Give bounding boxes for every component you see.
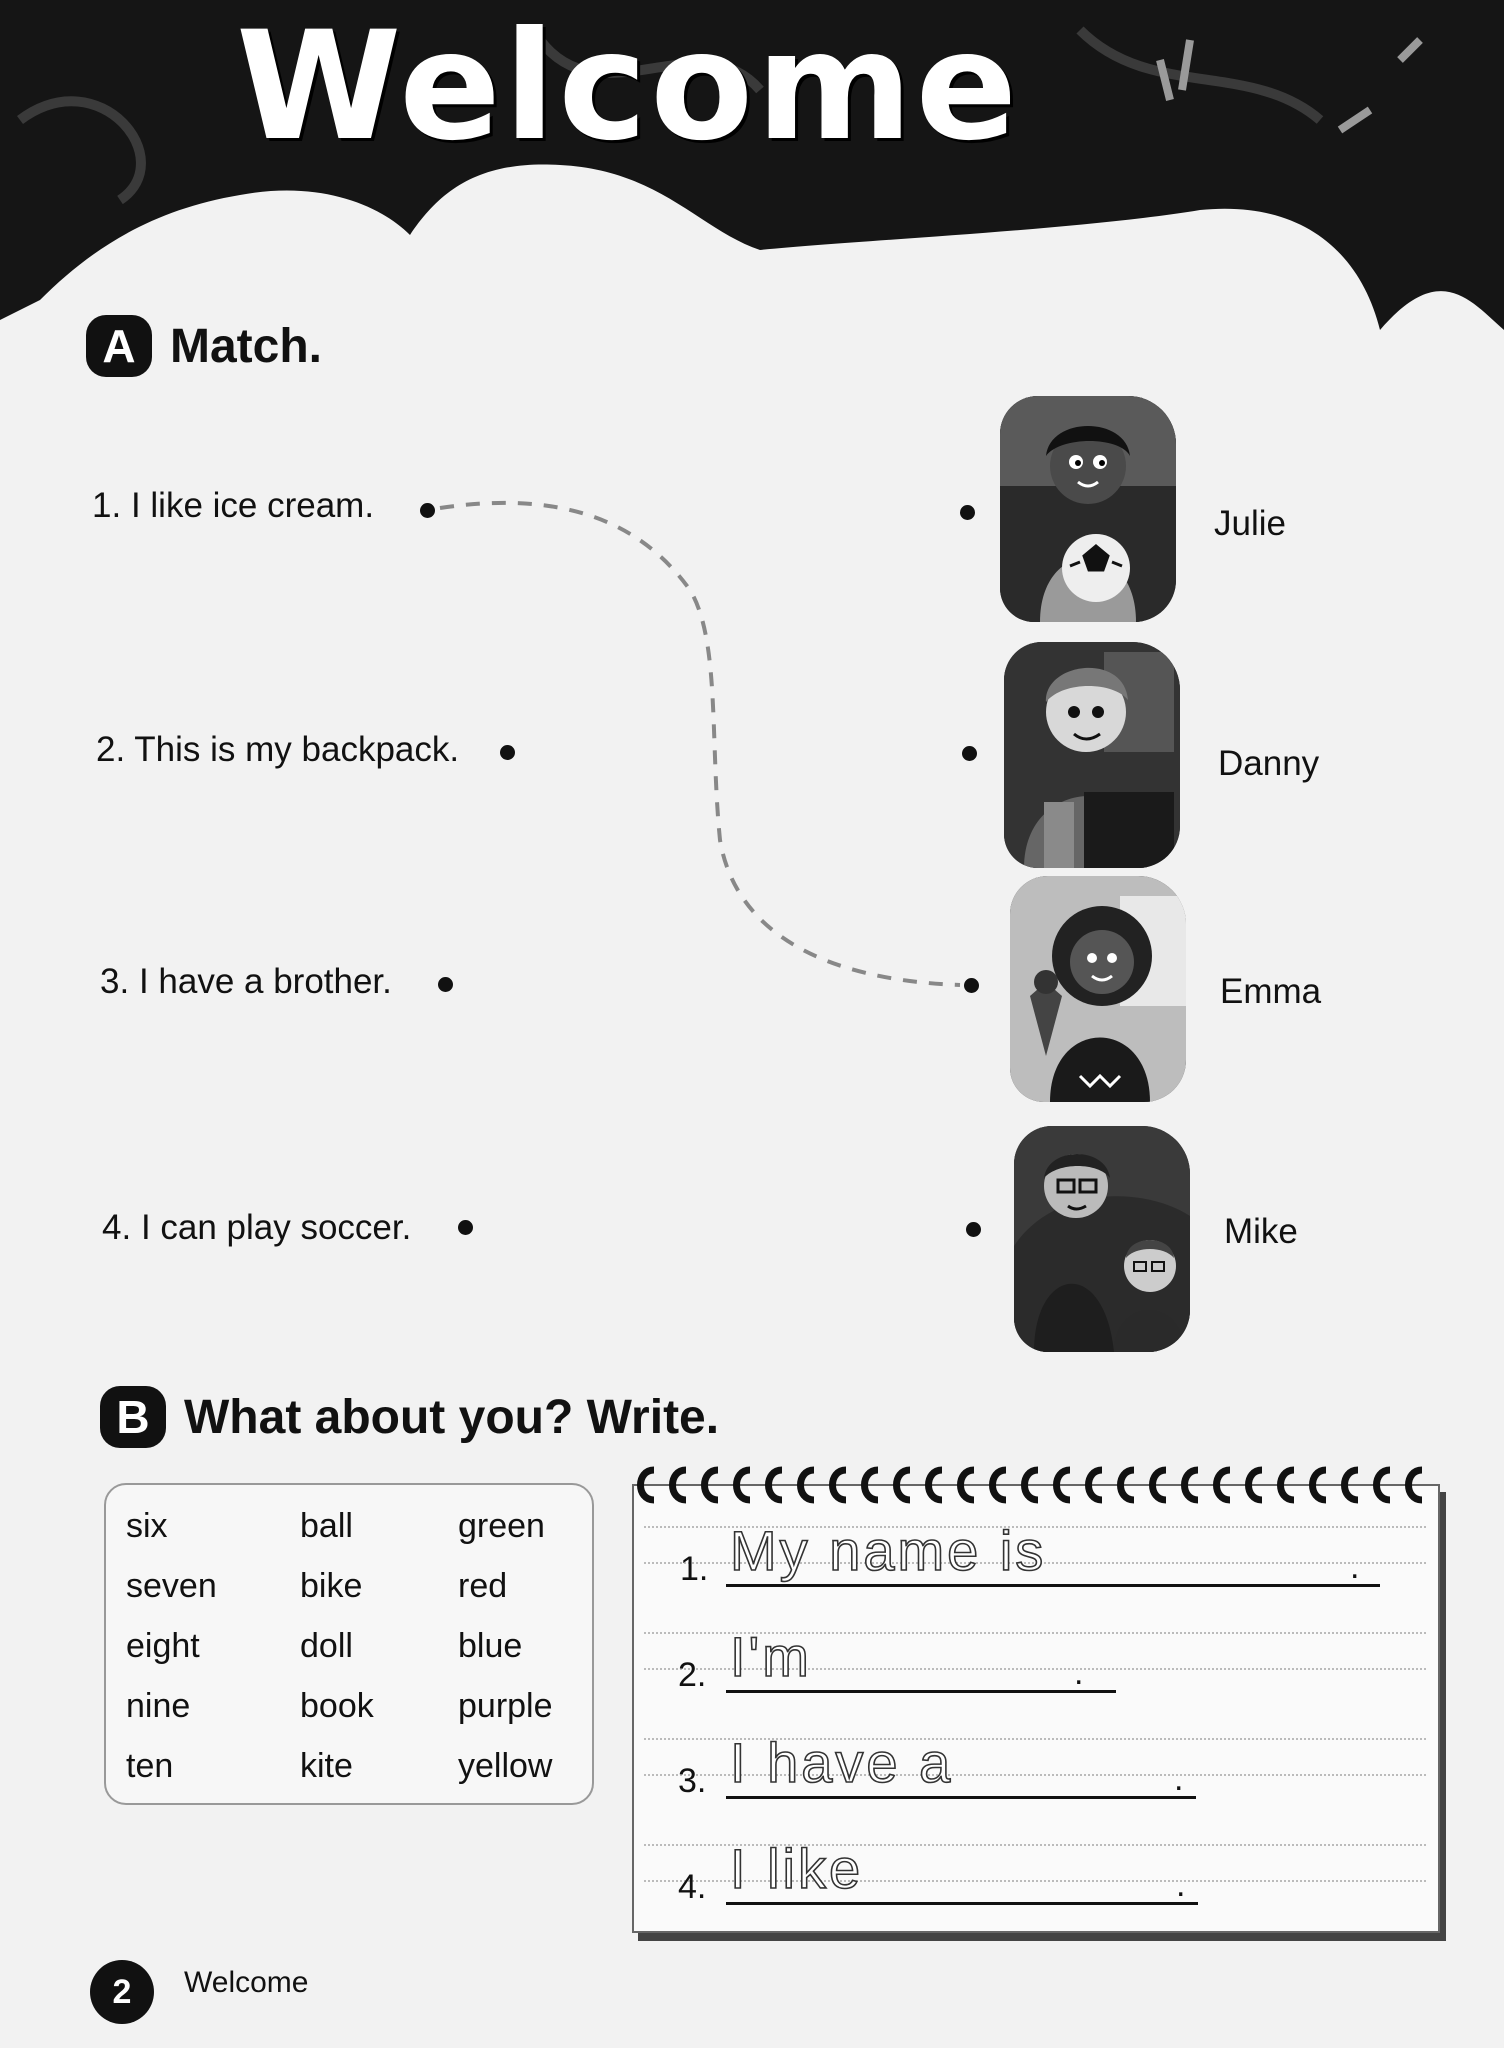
word-item: ten (126, 1747, 174, 1785)
section-b-title: What about you? Write. (184, 1390, 720, 1444)
sentence-text: I can play soccer. (140, 1208, 412, 1247)
name-emma: Emma (1220, 972, 1322, 1011)
word-item: red (458, 1567, 508, 1605)
name-mike: Mike (1224, 1212, 1298, 1251)
writing-number-2: 2. (678, 1656, 707, 1694)
writing-prompt-3: I have a (730, 1731, 954, 1794)
match-dot-left-4[interactable] (458, 1220, 473, 1235)
sentence-text: This is my backpack. (134, 730, 460, 769)
danny-picture (1004, 642, 1180, 868)
writing-line-1[interactable] (726, 1584, 1380, 1587)
writing-period-4: . (1176, 1866, 1186, 1904)
page-title: Welcome (236, 0, 1021, 174)
word-item: green (458, 1507, 545, 1545)
word-item: ball (300, 1507, 353, 1545)
writing-number-1: 1. (680, 1550, 709, 1588)
sentence-number: 3. (100, 962, 130, 1001)
sentence-text: I have a brother. (138, 962, 392, 1001)
sentence-number: 4. (102, 1208, 132, 1247)
word-item: yellow (458, 1747, 553, 1785)
word-bank (104, 1483, 594, 1805)
writing-period-3: . (1174, 1760, 1184, 1798)
word-item: six (126, 1507, 168, 1545)
writing-prompt-4: I like (730, 1837, 864, 1900)
word-item: doll (300, 1627, 353, 1665)
match-dot-right-4[interactable] (966, 1222, 981, 1237)
writing-prompt-1: My name is (730, 1519, 1047, 1582)
word-item: seven (126, 1567, 217, 1605)
section-b-heading (100, 1386, 719, 1448)
section-a-title: Match. (170, 319, 323, 373)
writing-number-4: 4. (678, 1868, 707, 1906)
sentence-number: 1. (92, 486, 122, 525)
emma-picture (1010, 876, 1186, 1102)
writing-notebook (632, 1484, 1440, 1933)
word-item: kite (300, 1747, 353, 1785)
writing-line-3[interactable] (726, 1796, 1196, 1799)
footer-section-label: Welcome (184, 1966, 309, 1999)
notebook-spiral-rings (630, 1460, 1450, 1504)
word-item: blue (458, 1627, 523, 1665)
section-b-badge: B (100, 1386, 166, 1448)
name-danny: Danny (1218, 744, 1320, 783)
sentence-number: 2. (96, 730, 126, 769)
word-item: bike (300, 1567, 363, 1605)
word-item: nine (126, 1687, 191, 1725)
writing-period-1: . (1350, 1548, 1360, 1586)
match-sentence-4 (102, 1208, 411, 1248)
word-item: book (300, 1687, 374, 1725)
writing-number-3: 3. (678, 1762, 707, 1800)
writing-period-2: . (1074, 1654, 1084, 1692)
section-a-badge: A (86, 315, 152, 377)
writing-line-2[interactable] (726, 1690, 1116, 1693)
writing-line-4[interactable] (726, 1902, 1198, 1905)
word-item: eight (126, 1627, 200, 1665)
name-julie: Julie (1214, 504, 1286, 543)
julie-picture (1000, 396, 1176, 622)
page-number-badge: 2 (90, 1960, 154, 2024)
writing-prompt-2: I'm (730, 1625, 812, 1688)
sentence-text: I like ice cream. (130, 486, 375, 525)
word-item: purple (458, 1687, 553, 1725)
mike-picture (1014, 1126, 1190, 1352)
